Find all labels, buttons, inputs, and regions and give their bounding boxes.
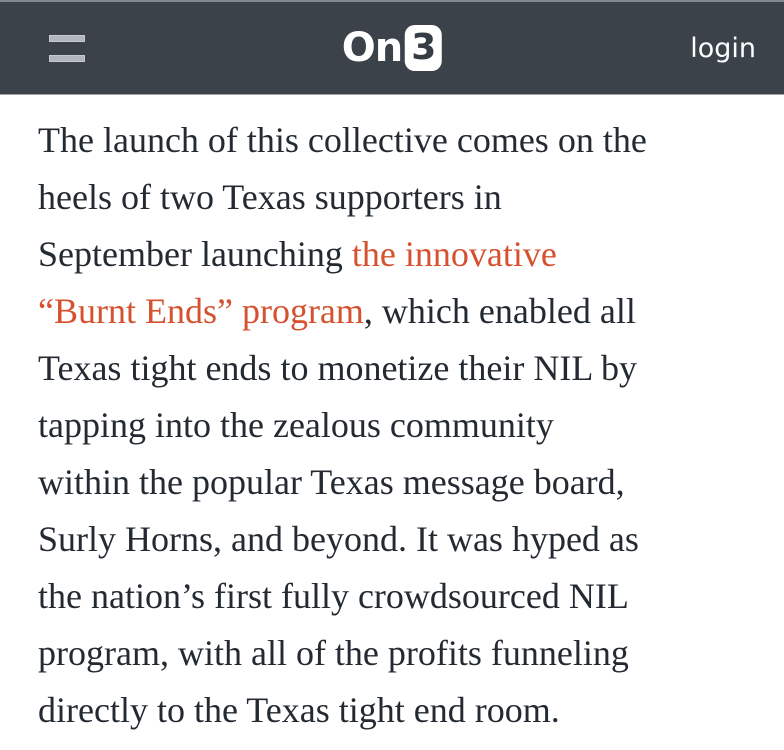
on3-logo-three-text: 3	[411, 27, 437, 68]
paragraph-line	[38, 283, 746, 340]
paragraph-line	[38, 112, 746, 169]
on3-logo[interactable]	[342, 25, 442, 71]
paragraph-line	[38, 397, 746, 454]
paragraph-text: tapping into the zealous community	[38, 405, 554, 445]
top-nav-bar	[0, 0, 784, 95]
paragraph-text: program, with all of the profits funneling	[38, 633, 629, 673]
paragraph-line	[38, 454, 746, 511]
paragraph-line	[38, 340, 746, 397]
paragraph-text: Texas tight ends to monetize their NIL by	[38, 348, 637, 388]
paragraph-line	[38, 169, 746, 226]
paragraph-line	[38, 625, 746, 682]
paragraph-text: the nation’s first fully crowdsourced NIL	[38, 576, 629, 616]
on3-logo-three-box	[405, 25, 442, 71]
article-body	[0, 95, 784, 739]
on3-logo-on-text: On	[341, 25, 403, 71]
paragraph-line	[38, 568, 746, 625]
paragraph-text: Surly Horns, and beyond. It was hyped as	[38, 519, 639, 559]
paragraph-text: The launch of this collective comes on the	[38, 120, 647, 160]
paragraph-line	[38, 682, 746, 739]
paragraph-text: , which enabled all	[363, 291, 636, 331]
paragraph-text: September launching	[38, 234, 352, 274]
paragraph-text: heels of two Texas supporters in	[38, 177, 502, 217]
paragraph-line	[38, 226, 746, 283]
hamburger-bar	[49, 35, 85, 42]
paragraph-text: within the popular Texas message board,	[38, 462, 625, 502]
hamburger-bar	[49, 55, 85, 62]
paragraph-line	[38, 511, 746, 568]
burnt-ends-program-link[interactable]: the innovative	[351, 234, 557, 274]
burnt-ends-program-link[interactable]: “Burnt Ends” program	[38, 291, 364, 331]
hamburger-icon	[49, 35, 85, 62]
login-link[interactable]: login	[690, 32, 756, 64]
paragraph-text: directly to the Texas tight end room.	[38, 690, 560, 730]
article-paragraph	[38, 112, 746, 739]
menu-button[interactable]	[49, 35, 85, 62]
